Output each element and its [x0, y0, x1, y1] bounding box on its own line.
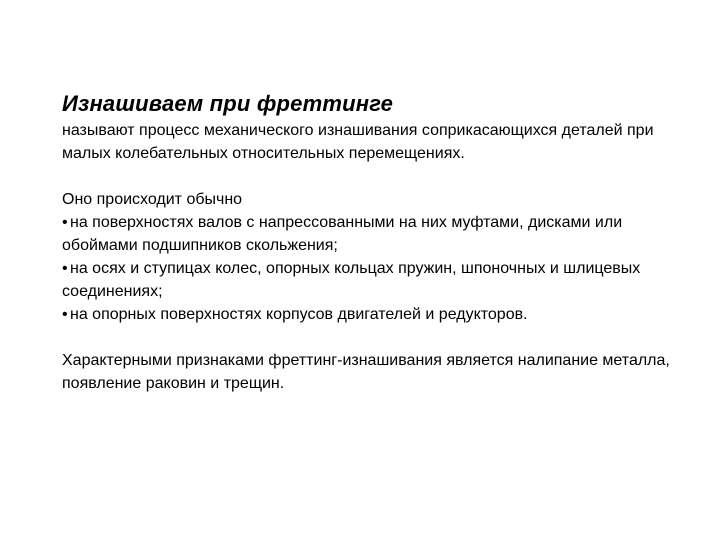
bullet-text: на опорных поверхностях корпусов двигателей и редукторов.: [70, 306, 528, 323]
bullet-icon: •: [62, 306, 68, 323]
bullet-icon: •: [62, 260, 68, 277]
bullet-text: на поверхностях валов с напрессованными на них муфтами, дисками или обоймами подшипников скольжения;: [62, 214, 623, 254]
bullet-icon: •: [62, 214, 68, 231]
bullet-text: на осях и ступицах колес, опорных кольцах пружин, шпоночных и шлицевых соединениях;: [62, 260, 641, 300]
bullet-item: [62, 257, 702, 303]
conclusion-text: Характерными признаками фреттинг-изнашивания является налипание металла, появление раковин и трещин.: [62, 352, 670, 392]
definition-text: называют процесс механического изнашивания соприкасающихся деталей при малых колебательных относительных перемещениях.: [62, 122, 654, 162]
paragraph-gap: [62, 326, 702, 349]
paragraph-gap: [62, 165, 702, 188]
slide-title: Изнашиваем при фреттинге: [62, 91, 394, 116]
bullet-item: [62, 211, 702, 257]
intro-text: Оно происходит обычно: [62, 191, 243, 208]
bullet-list: [62, 211, 702, 326]
bullet-item: [62, 303, 702, 326]
slide-content: [62, 89, 702, 395]
